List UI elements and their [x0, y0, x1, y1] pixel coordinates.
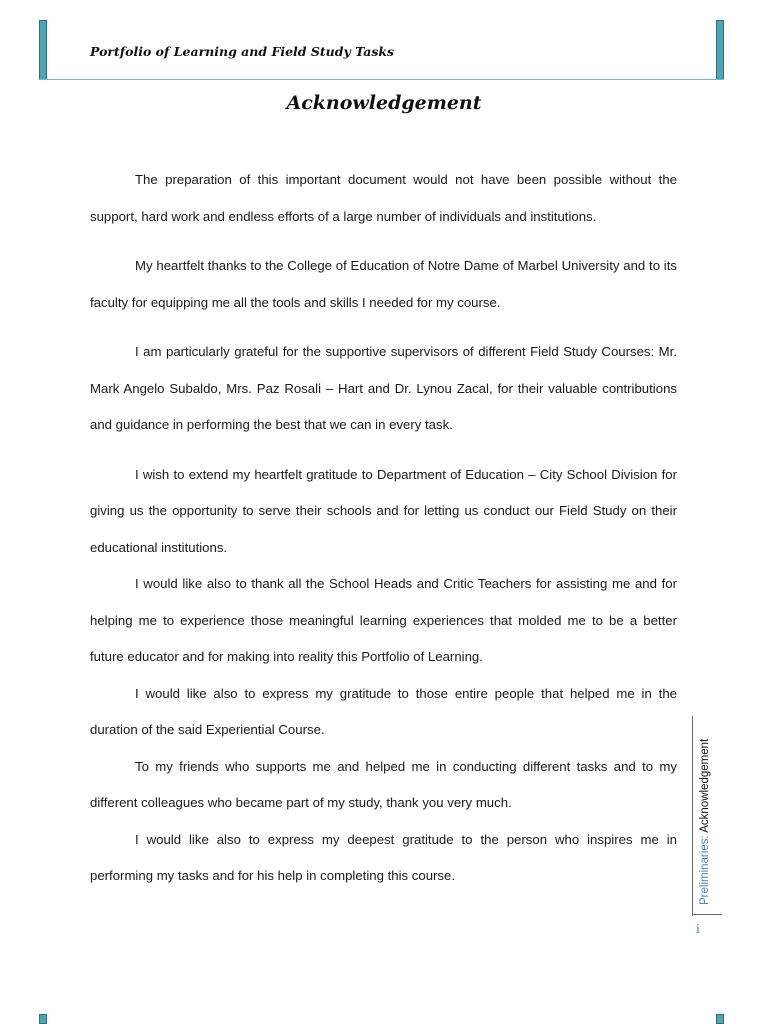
paragraph: I would like also to express my gratitude to those entire people that helped me in the duration of the said Experiential Course.	[90, 685, 677, 737]
paragraph: I would like also to thank all the School Heads and Critic Teachers for assisting me and for helping me to experience those meaningful learning experiences that molded me to be a better future educator and for making into reality this Portfolio of Learning.	[90, 576, 677, 664]
paragraph: The preparation of this important document would not have been possible without the support, hard work and endless efforts of a large number of individuals and institutions.	[90, 172, 677, 224]
paragraph: To my friends who supports me and helped me in conducting different tasks and to my different colleagues who became part of my study, thank you very much.	[90, 758, 677, 810]
top-right-bar	[716, 20, 724, 80]
section-label	[699, 739, 711, 905]
section-name: Preliminaries:	[699, 835, 711, 905]
side-rule-vertical	[692, 716, 693, 916]
header-rule	[39, 79, 724, 80]
page-title: Acknowledgement	[286, 92, 482, 114]
paragraph: I would like also to express my deepest gratitude to the person who inspires me in performing my tasks and for his help in completing this course.	[90, 831, 677, 883]
paragraph: I am particularly grateful for the supportive supervisors of different Field Study Courses: Mr. Mark Angelo Subaldo, Mrs. Paz Rosali – Hart and Dr. Lynou Zacal, for their valuable contributions and guidance in performing the best that we can in every task.	[90, 344, 677, 432]
top-left-bar	[39, 20, 47, 80]
paragraph: My heartfelt thanks to the College of Education of Notre Dame of Marbel University and to its faculty for equipping me all the tools and skills I needed for my course.	[90, 258, 677, 310]
bottom-right-bar	[716, 1014, 724, 1024]
body-text	[90, 162, 677, 895]
running-header: Portfolio of Learning and Field Study Tasks	[90, 44, 395, 59]
subsection-name: Acknowledgement	[699, 738, 711, 833]
page-number: i	[696, 922, 700, 937]
side-rule-horizontal	[692, 914, 722, 915]
paragraph: I wish to extend my heartfelt gratitude to Department of Education – City School Division for giving us the opportunity to serve their schools and for letting us conduct our Field Study on their educational institutions.	[90, 466, 677, 555]
bottom-left-bar	[39, 1014, 47, 1024]
